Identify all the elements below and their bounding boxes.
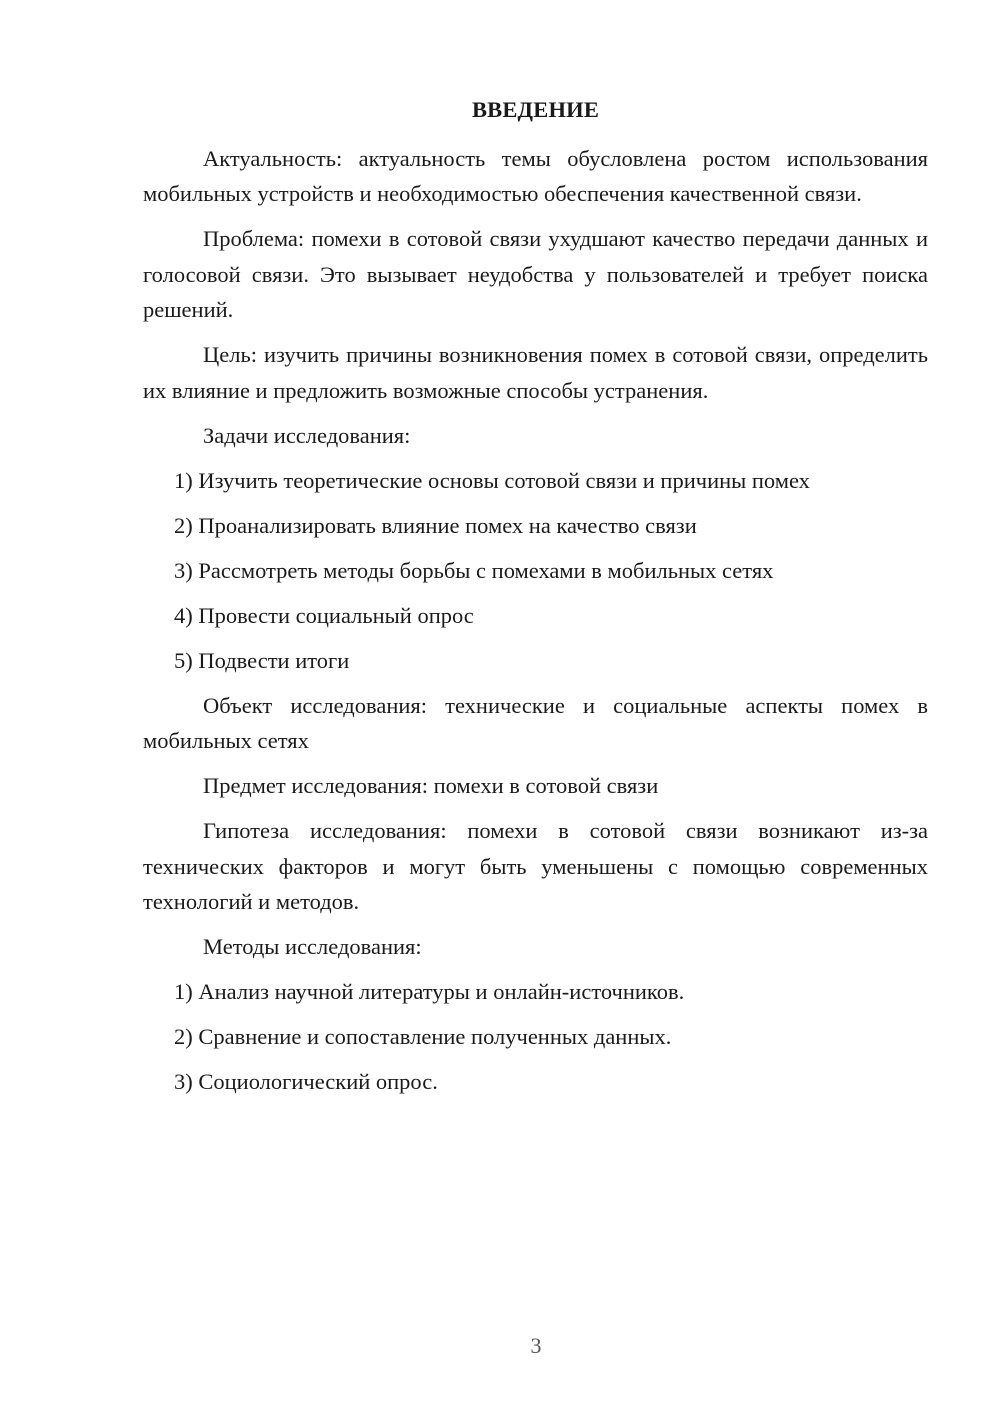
task-item: 4) Провести социальный опрос: [174, 602, 474, 628]
document-body: [143, 92, 928, 1109]
object-paragraph: Объект исследования: технические и социальные аспекты помех в мобильных сетях: [143, 692, 928, 753]
methods-heading: Методы исследования:: [203, 934, 422, 959]
relevance-paragraph: Актуальность: актуальность темы обусловлена ростом использования мобильных устройств и необходимостью обеспечения качественной связи.: [143, 145, 928, 206]
task-item: 2) Проанализировать влияние помех на качество связи: [174, 512, 697, 538]
problem-paragraph: Проблема: помехи в сотовой связи ухудшают качество передачи данных и голосовой связи. Это вызывает неудобства у пользователей и требует поиска решений.: [143, 226, 928, 322]
method-item: 3) Социологический опрос.: [174, 1069, 438, 1094]
page-number: 3: [530, 1333, 542, 1358]
tasks-heading: Задачи исследования:: [203, 422, 411, 448]
task-item: 3) Рассмотреть методы борьбы с помехами в мобильных сетях: [174, 557, 774, 583]
task-item: 5) Подвести итоги: [174, 647, 350, 673]
section-title: ВВЕДЕНИЕ: [471, 97, 600, 122]
task-item: 1) Изучить теоретические основы сотовой связи и причины помех: [174, 467, 810, 493]
hypothesis-paragraph: Гипотеза исследования: помехи в сотовой связи возникают из-за технических факторов и могут быть уменьшены с помощью современных технологий и методов.: [143, 818, 928, 914]
goal-paragraph: Цель: изучить причины возникновения помех в сотовой связи, определить их влияние и предложить возможные способы устранения.: [143, 342, 928, 403]
method-item: 2) Сравнение и сопоставление полученных данных.: [174, 1024, 672, 1049]
subject-paragraph: Предмет исследования: помехи в сотовой связи: [203, 773, 659, 798]
method-item: 1) Анализ научной литературы и онлайн-источников.: [174, 979, 685, 1004]
